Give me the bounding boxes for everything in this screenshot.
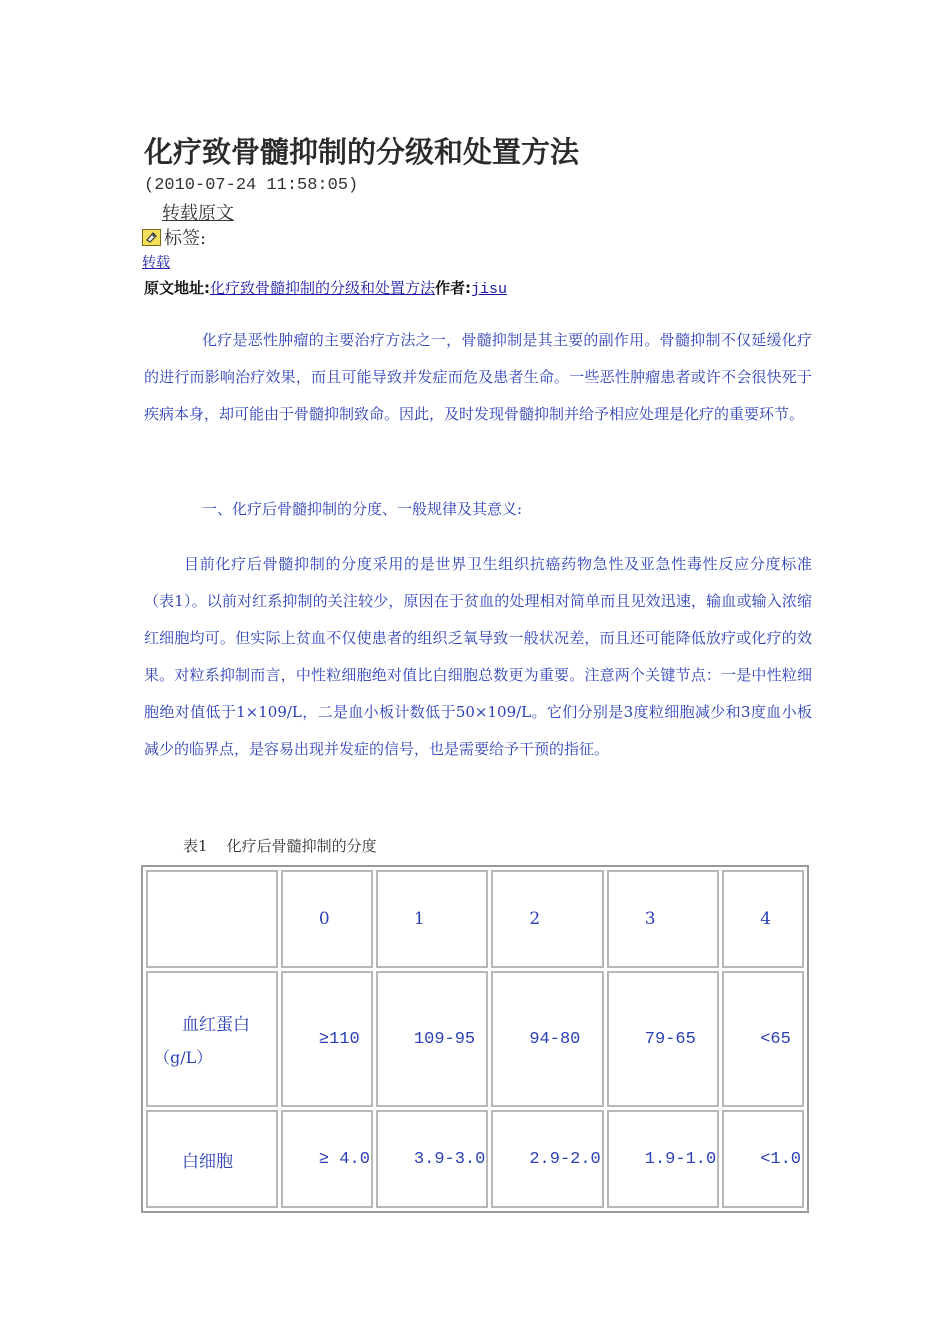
header-cell: 2 [491,870,603,968]
table-cell: 79-65 [607,971,719,1107]
header-cell: 1 [376,870,488,968]
post-date: (2010-07-24 11:58:05) [144,176,359,195]
table-row [146,971,804,1107]
table-caption: 表1 化疗后骨髓抑制的分度 [183,837,377,855]
header-cell: 3 [607,870,719,968]
table-cell: 2.9-2.0 [491,1110,603,1208]
row-label: 血红蛋白 [182,1015,250,1035]
tag-link[interactable]: 转载 [142,255,170,271]
table-row [146,1110,804,1208]
author-label: 作者: [435,279,472,297]
table-cell: <1.0 [722,1110,804,1208]
table-cell: 1.9-1.0 [607,1110,719,1208]
tag-icon [142,229,161,246]
table-cell: ≥ 4.0 [281,1110,373,1208]
section-heading: 一、化疗后骨髓抑制的分度、一般规律及其意义: [202,500,523,518]
table-cell: <65 [722,971,804,1107]
paragraph-intro: 化疗是恶性肿瘤的主要治疗方法之一，骨髓抑制是其主要的副作用。骨髓抑制不仅延缓化疗的进行而影响治疗效果，而且可能导致并发症而危及患者生命。一些恶性肿瘤患者或许不会很快死于疾病本身，却可能由于骨髓抑制致命。因此，及时发现骨髓抑制并给予相应处理是化疗的重要环节。 [144,331,812,423]
table-cell: 94-80 [491,971,603,1107]
row-label: 白细胞 [182,1151,233,1172]
source-link[interactable]: 化疗致骨髓抑制的分级和处置方法 [210,279,436,297]
paragraph-grading: 目前化疗后骨髓抑制的分度采用的是世界卫生组织抗癌药物急性及亚急性毒性反应分度标准（表1）。以前对红系抑制的关注较少，原因在于贫血的处理相对简单而且见效迅速，输血或输入浓缩红细胞均可。但实际上贫血不仅使患者的组织乏氧导致一般状况差，而且还可能降低放疗或化疗的效果。对粒系抑制而言，中性粒细胞绝对值比白细胞总数更为重要。注意两个关键节点：一是中性粒细胞绝对值低于1×109/L，二是血小板计数低于50×109/L。它们分别是3度粒细胞减少和3度血小板减少的临界点，是容易出现并发症的信号，也是需要给予干预的指征。 [144,555,812,758]
source-row [144,277,507,298]
tags-row [142,224,206,250]
table-cell: 3.9-3.0 [376,1110,488,1208]
table-header-row [146,870,804,968]
header-cell: 4 [722,870,804,968]
repost-link[interactable]: 转载原文 [162,203,234,224]
row-label-cell [146,1110,278,1208]
article-title: 化疗致骨髓抑制的分级和处置方法 [144,135,580,169]
table-cell: 109-95 [376,971,488,1107]
header-cell: 0 [281,870,373,968]
tags-label: 标签: [164,228,207,249]
grading-table [141,865,809,1213]
row-unit: （g/L） [154,1048,213,1067]
row-label-cell [146,971,278,1107]
table-cell: ≥110 [281,971,373,1107]
author-link[interactable]: jisu [471,281,508,298]
header-cell [146,870,278,968]
source-label: 原文地址: [144,279,210,297]
